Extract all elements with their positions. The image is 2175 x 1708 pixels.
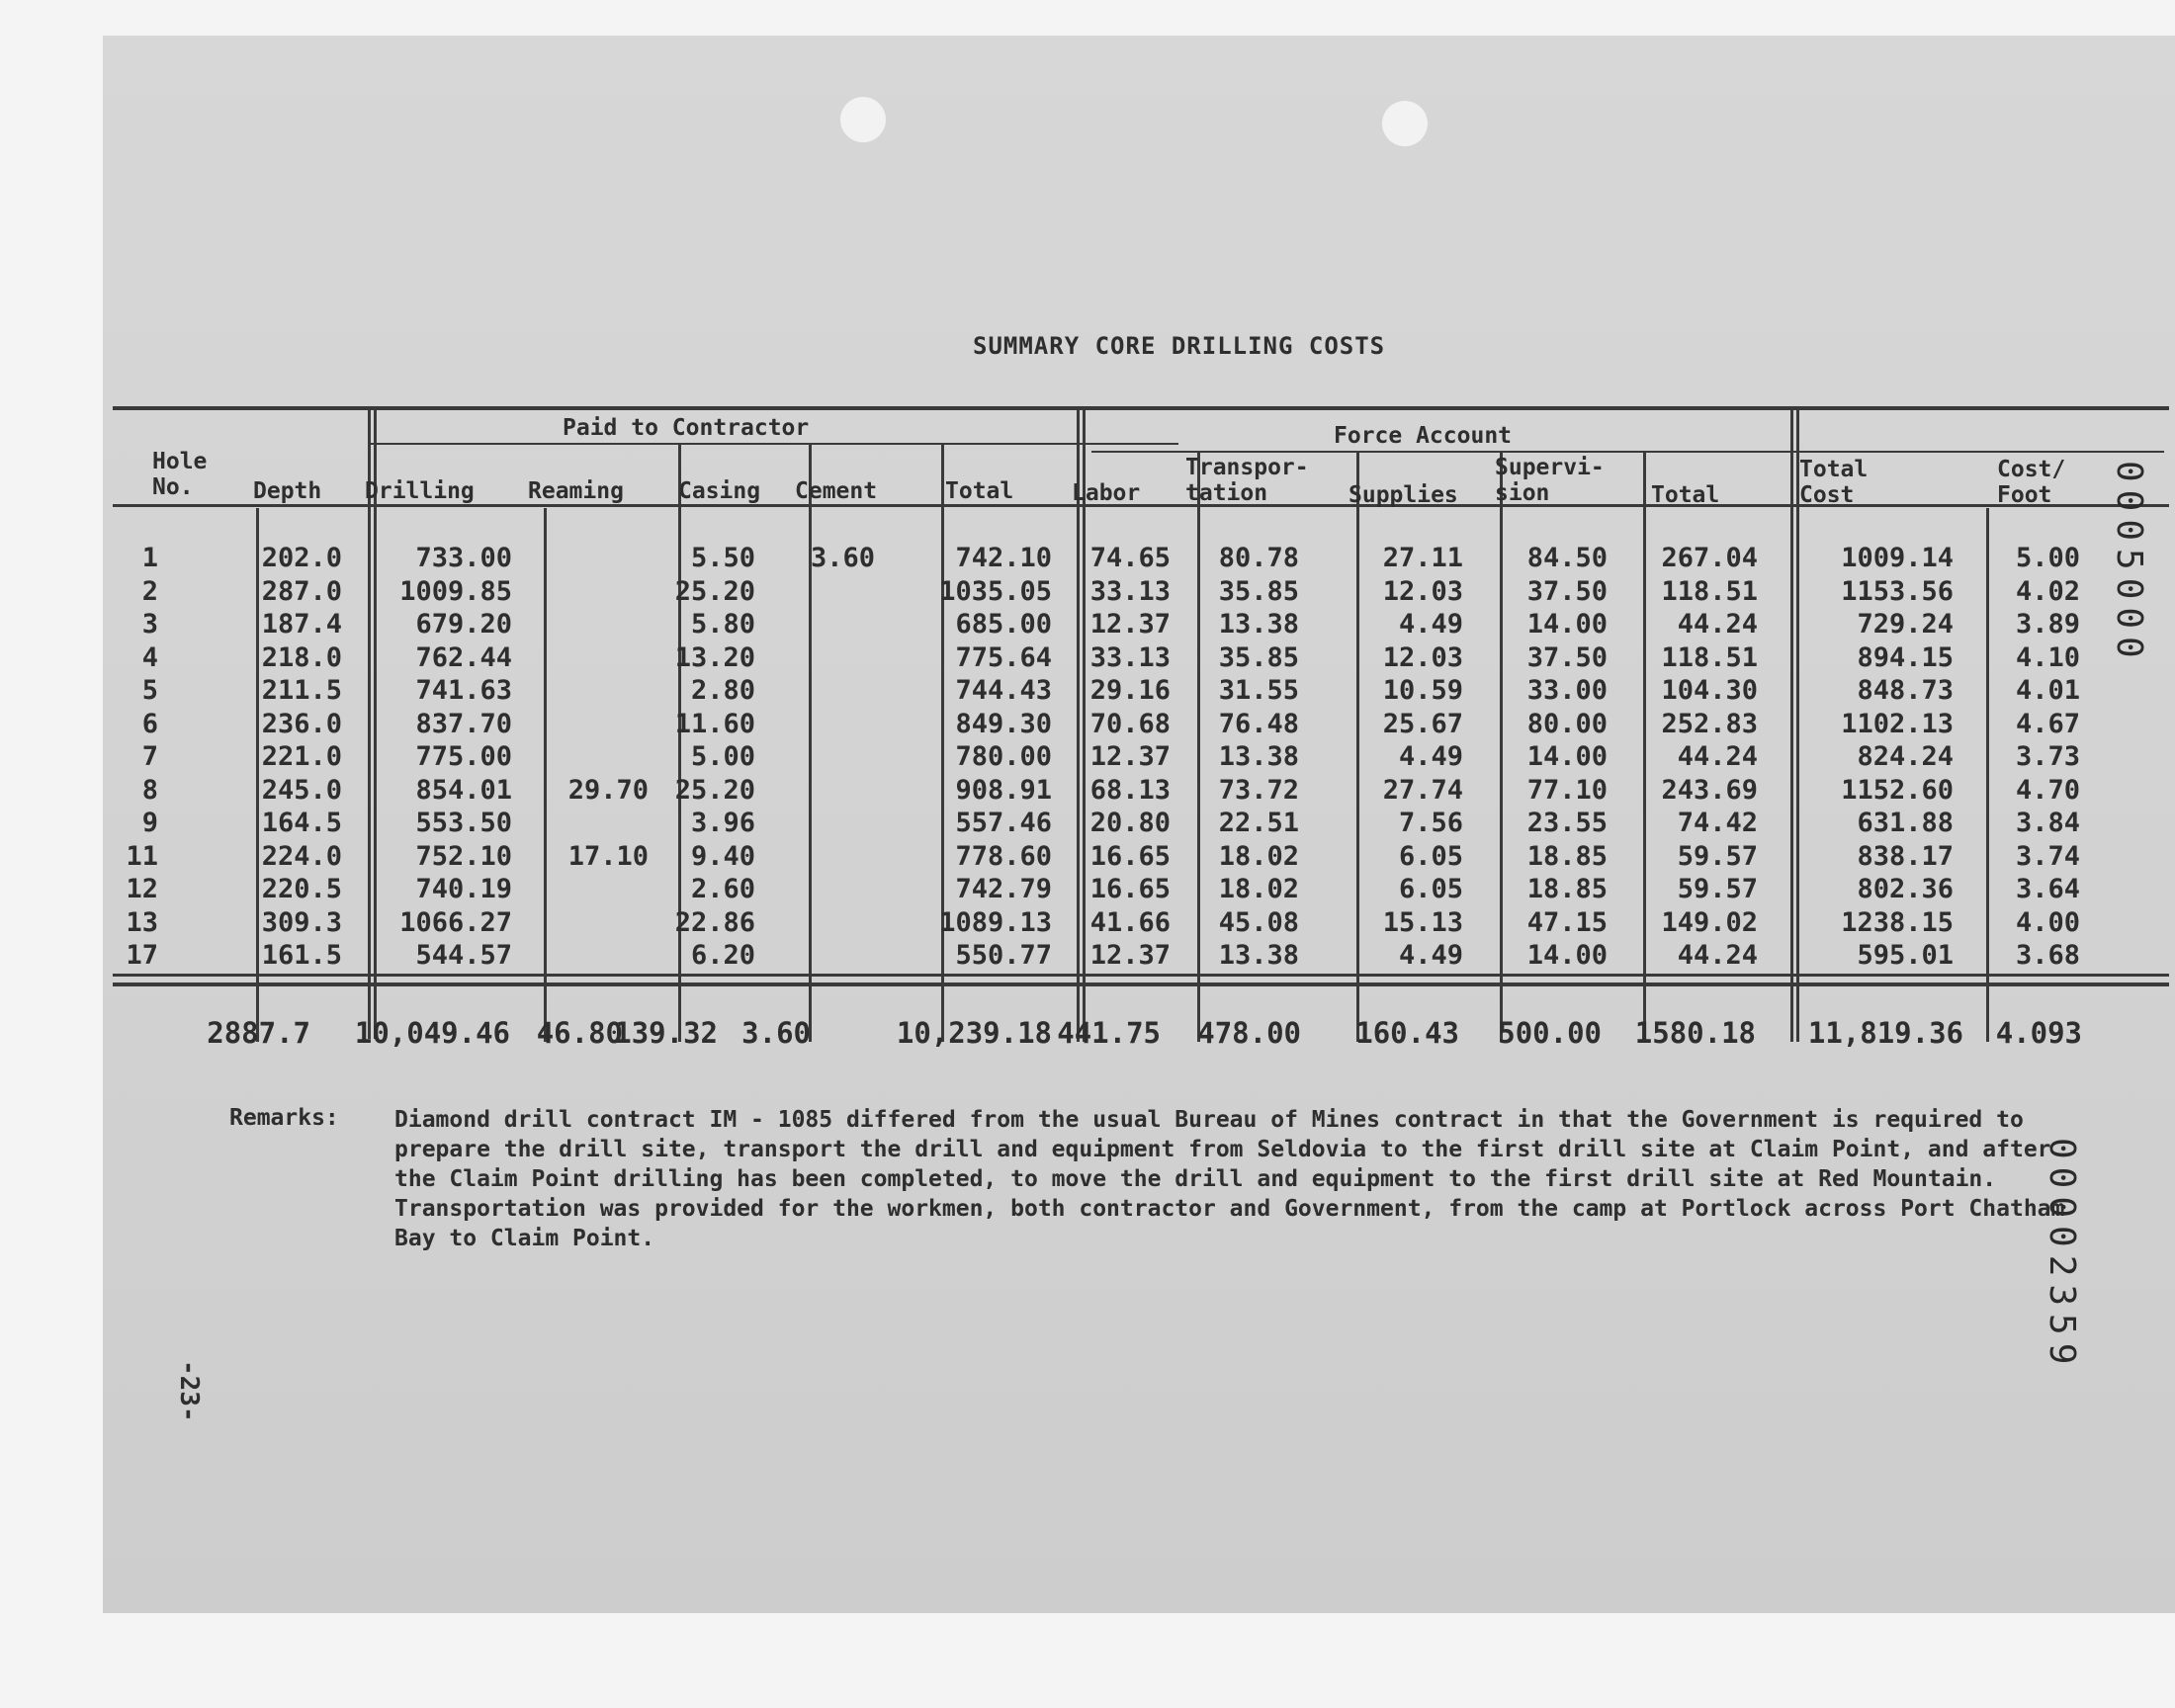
cell-totalcost: 1102.13 <box>1841 708 1954 739</box>
cell-supplies: 10.59 <box>1382 675 1463 706</box>
cell-transport: 35.85 <box>1218 641 1299 673</box>
cell-depth: 202.0 <box>261 543 342 573</box>
cell-depth: 221.0 <box>261 741 342 772</box>
cell-ftotal: 44.24 <box>1677 940 1758 971</box>
cell-ftotal: 104.30 <box>1661 675 1758 706</box>
cell-depth: 211.5 <box>261 675 342 706</box>
cost-per-foot-header: Cost/ Foot <box>1997 457 2066 508</box>
cell-costfoot: 4.02 <box>2015 575 2080 607</box>
total-ctotal: 10,239.18 <box>896 1016 1052 1050</box>
cell-costfoot: 4.01 <box>2015 675 2080 706</box>
cell-labor: 12.37 <box>1089 609 1171 640</box>
hole-no-header: Hole No. <box>152 449 208 500</box>
cell-labor: 20.80 <box>1089 808 1171 838</box>
cell-labor: 16.65 <box>1089 840 1171 872</box>
cell-casing: 25.20 <box>674 575 755 607</box>
cell-reaming: 17.10 <box>567 840 649 872</box>
casing-header: Casing <box>678 478 761 504</box>
cell-drilling: 1009.85 <box>399 575 512 607</box>
cell-drilling: 741.63 <box>415 675 512 706</box>
punch-hole-left <box>840 97 886 142</box>
cell-supplies: 6.05 <box>1398 874 1463 904</box>
cell-reaming: 29.70 <box>567 774 649 806</box>
total-totalcost: 11,819.36 <box>1807 1016 1963 1050</box>
cell-costfoot: 3.73 <box>2015 741 2080 772</box>
cell-transport: 80.78 <box>1218 543 1299 573</box>
cell-cement: 3.60 <box>810 543 875 573</box>
cell-hole: 7 <box>141 741 158 772</box>
remarks-label: Remarks: <box>229 1105 339 1131</box>
cell-totalcost: 1238.15 <box>1841 906 1954 938</box>
totals-rule-lower <box>113 982 2169 986</box>
cell-supplies: 7.56 <box>1398 808 1463 838</box>
cell-depth: 161.5 <box>261 940 342 971</box>
cell-transport: 13.38 <box>1218 609 1299 640</box>
cell-casing: 2.60 <box>690 874 755 904</box>
cell-ctotal: 742.10 <box>955 543 1052 573</box>
cell-totalcost: 1152.60 <box>1841 774 1954 806</box>
cell-casing: 11.60 <box>674 708 755 739</box>
cell-supervision: 23.55 <box>1526 808 1608 838</box>
cell-supplies: 4.49 <box>1398 940 1463 971</box>
cell-transport: 18.02 <box>1218 840 1299 872</box>
col-rule <box>544 508 547 1042</box>
transportation-header: Transpor- tation <box>1185 455 1309 506</box>
cell-labor: 70.68 <box>1089 708 1171 739</box>
depth-header: Depth <box>253 478 322 504</box>
cell-depth: 287.0 <box>261 575 342 607</box>
cell-drilling: 679.20 <box>415 609 512 640</box>
total-cost-header: Total Cost <box>1799 457 1869 508</box>
cell-ftotal: 118.51 <box>1661 641 1758 673</box>
cell-supplies: 4.49 <box>1398 609 1463 640</box>
total-supervision: 500.00 <box>1498 1016 1602 1050</box>
cell-depth: 236.0 <box>261 708 342 739</box>
cell-hole: 9 <box>141 808 158 838</box>
cell-costfoot: 5.00 <box>2015 543 2080 573</box>
force-total-header: Total <box>1651 482 1720 508</box>
cell-labor: 29.16 <box>1089 675 1171 706</box>
cell-supervision: 80.00 <box>1526 708 1608 739</box>
col-rule <box>1356 453 1359 1042</box>
cell-totalcost: 1153.56 <box>1841 575 1954 607</box>
cell-drilling: 837.70 <box>415 708 512 739</box>
cell-depth: 187.4 <box>261 609 342 640</box>
cell-supplies: 25.67 <box>1382 708 1463 739</box>
cell-labor: 33.13 <box>1089 641 1171 673</box>
cell-costfoot: 3.68 <box>2015 940 2080 971</box>
cell-totalcost: 631.88 <box>1857 808 1954 838</box>
cell-supplies: 27.11 <box>1382 543 1463 573</box>
cell-supervision: 18.85 <box>1526 874 1608 904</box>
stamp-side: 00002359 <box>2042 1138 2082 1373</box>
cell-depth: 218.0 <box>261 641 342 673</box>
cell-ftotal: 118.51 <box>1661 575 1758 607</box>
page-number: -23- <box>174 1360 204 1422</box>
cell-ftotal: 243.69 <box>1661 774 1758 806</box>
cell-hole: 17 <box>126 940 158 971</box>
cell-transport: 35.85 <box>1218 575 1299 607</box>
total-transport: 478.00 <box>1197 1016 1301 1050</box>
cell-hole: 4 <box>141 641 158 673</box>
cell-labor: 33.13 <box>1089 575 1171 607</box>
cell-transport: 45.08 <box>1218 906 1299 938</box>
cell-casing: 5.50 <box>690 543 755 573</box>
col-rule <box>1197 453 1200 1042</box>
cell-totalcost: 729.24 <box>1857 609 1954 640</box>
cell-labor: 16.65 <box>1089 874 1171 904</box>
cell-hole: 1 <box>141 543 158 573</box>
col-rule <box>678 445 681 1042</box>
total-supplies: 160.43 <box>1355 1016 1459 1050</box>
cell-hole: 13 <box>126 906 158 938</box>
labor-header: Labor <box>1072 480 1141 506</box>
col-rule <box>1986 508 1989 1042</box>
cell-supervision: 47.15 <box>1526 906 1608 938</box>
cell-casing: 2.80 <box>690 675 755 706</box>
cell-transport: 13.38 <box>1218 940 1299 971</box>
cell-ctotal: 685.00 <box>955 609 1052 640</box>
force-account-header: Force Account <box>1334 423 1513 449</box>
remarks-text: Diamond drill contract IM - 1085 differed from the usual Bureau of Mines contract in that the Government is required to prepare the drill site, transport the drill and equipment from Seldovia to the first drill site at Claim Point, and after the Claim Point drilling has been completed, to move the drill and equipment to the first drill site at Red Mountain. Transportation was provided for the workmen, both contractor and Government, from the camp at Portlock across Port Chatham Bay to Claim Point. <box>394 1107 2065 1251</box>
cell-supervision: 14.00 <box>1526 741 1608 772</box>
cell-labor: 74.65 <box>1089 543 1171 573</box>
cell-depth: 220.5 <box>261 874 342 904</box>
cell-totalcost: 1009.14 <box>1841 543 1954 573</box>
total-drilling: 10,049.46 <box>354 1016 510 1050</box>
cell-ftotal: 74.42 <box>1677 808 1758 838</box>
cell-hole: 5 <box>141 675 158 706</box>
cell-casing: 13.20 <box>674 641 755 673</box>
cell-totalcost: 824.24 <box>1857 741 1954 772</box>
cell-ftotal: 44.24 <box>1677 609 1758 640</box>
cell-supplies: 27.74 <box>1382 774 1463 806</box>
cell-costfoot: 4.10 <box>2015 641 2080 673</box>
cell-depth: 224.0 <box>261 840 342 872</box>
cell-transport: 31.55 <box>1218 675 1299 706</box>
supervision-header: Supervi- sion <box>1495 455 1605 506</box>
cell-labor: 68.13 <box>1089 774 1171 806</box>
cell-transport: 18.02 <box>1218 874 1299 904</box>
cell-casing: 25.20 <box>674 774 755 806</box>
cell-supplies: 15.13 <box>1382 906 1463 938</box>
cell-casing: 22.86 <box>674 906 755 938</box>
cell-hole: 11 <box>126 840 158 872</box>
cell-supervision: 77.10 <box>1526 774 1608 806</box>
cell-drilling: 762.44 <box>415 641 512 673</box>
cell-supervision: 84.50 <box>1526 543 1608 573</box>
cell-ctotal: 742.79 <box>955 874 1052 904</box>
cell-ctotal: 1089.13 <box>939 906 1052 938</box>
cell-drilling: 553.50 <box>415 808 512 838</box>
drilling-header: Drilling <box>365 478 475 504</box>
col-rule <box>1643 453 1646 1042</box>
cell-totalcost: 894.15 <box>1857 641 1954 673</box>
cell-hole: 6 <box>141 708 158 739</box>
cell-labor: 41.66 <box>1089 906 1171 938</box>
total-labor: 441.75 <box>1057 1016 1161 1050</box>
total-ftotal: 1580.18 <box>1634 1016 1756 1050</box>
cell-drilling: 544.57 <box>415 940 512 971</box>
cell-costfoot: 4.70 <box>2015 774 2080 806</box>
cell-ctotal: 1035.05 <box>939 575 1052 607</box>
cell-transport: 13.38 <box>1218 741 1299 772</box>
col-rule <box>1500 453 1503 1042</box>
cell-ctotal: 778.60 <box>955 840 1052 872</box>
cell-depth: 245.0 <box>261 774 342 806</box>
cell-supplies: 12.03 <box>1382 641 1463 673</box>
cell-ctotal: 550.77 <box>955 940 1052 971</box>
cell-hole: 3 <box>141 609 158 640</box>
cell-supervision: 14.00 <box>1526 940 1608 971</box>
total-reaming: 46.80 <box>536 1016 623 1050</box>
cell-depth: 164.5 <box>261 808 342 838</box>
cell-transport: 76.48 <box>1218 708 1299 739</box>
cell-casing: 6.20 <box>690 940 755 971</box>
contractor-group-rule <box>368 443 1178 445</box>
punch-hole-right <box>1382 101 1428 146</box>
total-casing: 139.32 <box>614 1016 718 1050</box>
supplies-header: Supplies <box>1348 482 1458 508</box>
cell-supervision: 37.50 <box>1526 575 1608 607</box>
cell-supplies: 6.05 <box>1398 840 1463 872</box>
cell-supervision: 37.50 <box>1526 641 1608 673</box>
cell-supplies: 4.49 <box>1398 741 1463 772</box>
col-rule <box>941 445 944 1042</box>
cell-costfoot: 3.89 <box>2015 609 2080 640</box>
cell-ftotal: 59.57 <box>1677 840 1758 872</box>
cell-costfoot: 3.64 <box>2015 874 2080 904</box>
cell-costfoot: 3.84 <box>2015 808 2080 838</box>
cell-drilling: 740.19 <box>415 874 512 904</box>
cell-ftotal: 59.57 <box>1677 874 1758 904</box>
cell-ctotal: 908.91 <box>955 774 1052 806</box>
total-cement: 3.60 <box>741 1016 811 1050</box>
cell-transport: 22.51 <box>1218 808 1299 838</box>
cell-drilling: 854.01 <box>415 774 512 806</box>
contractor-total-header: Total <box>945 478 1014 504</box>
cell-casing: 3.96 <box>690 808 755 838</box>
cell-drilling: 733.00 <box>415 543 512 573</box>
total-costfoot: 4.093 <box>1995 1016 2082 1050</box>
cell-ftotal: 149.02 <box>1661 906 1758 938</box>
cell-supervision: 33.00 <box>1526 675 1608 706</box>
cell-costfoot: 3.74 <box>2015 840 2080 872</box>
force-group-rule <box>1091 451 2164 453</box>
cell-totalcost: 848.73 <box>1857 675 1954 706</box>
stamp-top: 0005000 <box>2109 461 2149 666</box>
cell-ctotal: 744.43 <box>955 675 1052 706</box>
cell-casing: 5.80 <box>690 609 755 640</box>
cell-drilling: 1066.27 <box>399 906 512 938</box>
cell-supervision: 18.85 <box>1526 840 1608 872</box>
cell-hole: 12 <box>126 874 158 904</box>
cell-totalcost: 802.36 <box>1857 874 1954 904</box>
cell-costfoot: 4.00 <box>2015 906 2080 938</box>
document-page <box>103 36 2175 1613</box>
cell-transport: 73.72 <box>1218 774 1299 806</box>
totals-rule-upper <box>113 974 2169 977</box>
cell-ftotal: 267.04 <box>1661 543 1758 573</box>
col-rule <box>256 508 259 1042</box>
col-rule <box>1790 406 1793 1042</box>
table-top-rule <box>113 406 2169 410</box>
cell-ftotal: 44.24 <box>1677 741 1758 772</box>
cell-supervision: 14.00 <box>1526 609 1608 640</box>
cell-supplies: 12.03 <box>1382 575 1463 607</box>
cell-drilling: 752.10 <box>415 840 512 872</box>
cell-ctotal: 775.64 <box>955 641 1052 673</box>
page-title: SUMMARY CORE DRILLING COSTS <box>973 332 1386 360</box>
cell-ctotal: 849.30 <box>955 708 1052 739</box>
paid-to-contractor-header: Paid to Contractor <box>563 415 810 441</box>
cell-ctotal: 557.46 <box>955 808 1052 838</box>
cell-hole: 8 <box>141 774 158 806</box>
cell-labor: 12.37 <box>1089 940 1171 971</box>
cell-drilling: 775.00 <box>415 741 512 772</box>
cell-casing: 9.40 <box>690 840 755 872</box>
cell-casing: 5.00 <box>690 741 755 772</box>
cement-header: Cement <box>795 478 878 504</box>
cell-labor: 12.37 <box>1089 741 1171 772</box>
cell-totalcost: 838.17 <box>1857 840 1954 872</box>
cell-totalcost: 595.01 <box>1857 940 1954 971</box>
cell-hole: 2 <box>141 575 158 607</box>
total-depth: 2887.7 <box>207 1016 310 1050</box>
cell-costfoot: 4.67 <box>2015 708 2080 739</box>
reaming-header: Reaming <box>528 478 624 504</box>
col-rule <box>809 445 812 1042</box>
cell-ctotal: 780.00 <box>955 741 1052 772</box>
cell-ftotal: 252.83 <box>1661 708 1758 739</box>
cell-depth: 309.3 <box>261 906 342 938</box>
